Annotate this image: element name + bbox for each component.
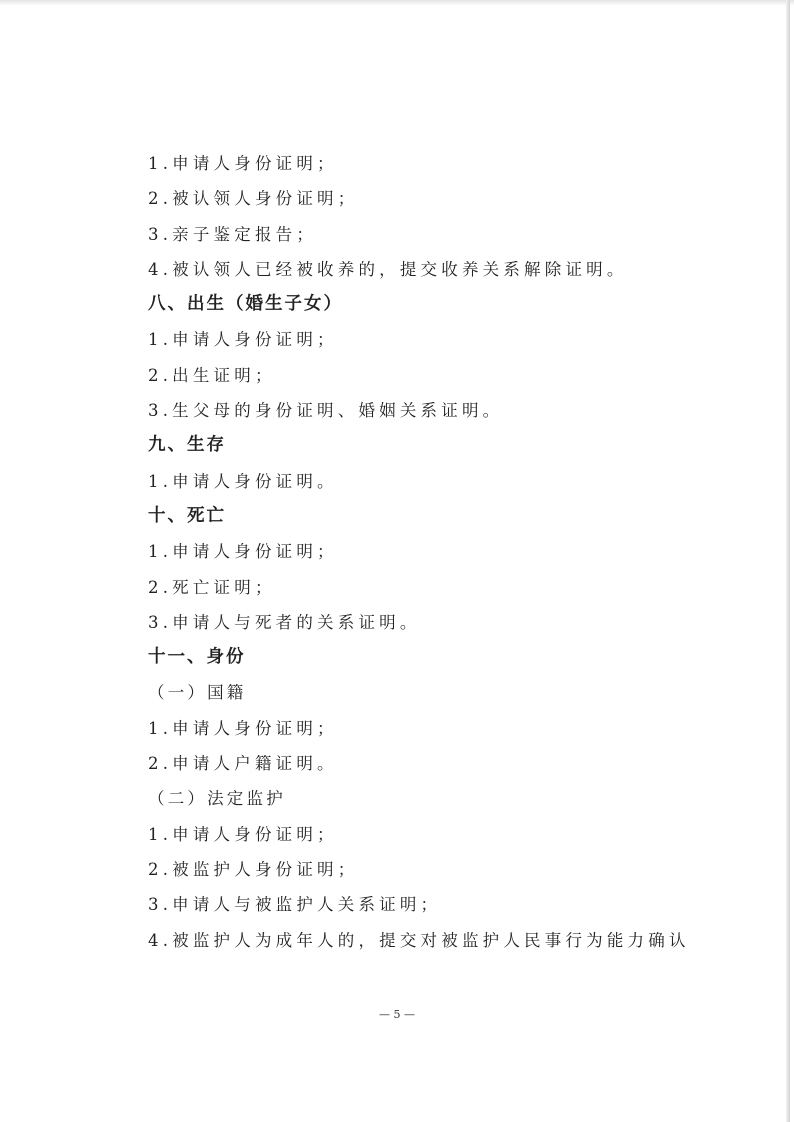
list-item: 2.申请人户籍证明。 <box>148 754 338 774</box>
list-item: 1.申请人身份证明； <box>148 824 338 844</box>
section-heading: 十一、身份 <box>148 647 246 668</box>
list-item: 1.申请人身份证明。 <box>148 471 338 491</box>
list-item: 1.申请人身份证明； <box>148 330 338 350</box>
subsection-heading: （二）法定监护 <box>148 789 286 809</box>
list-item: 1.申请人身份证明； <box>148 542 338 562</box>
scan-top-shadow <box>0 0 794 6</box>
subsection-heading: （一）国籍 <box>148 683 247 703</box>
scan-right-edge <box>786 0 790 1122</box>
page-number: — 5 — <box>379 1008 415 1021</box>
list-item: 4.被监护人为成年人的，提交对被监护人民事行为能力确认 <box>148 930 690 950</box>
list-item: 2.被监护人身份证明； <box>148 859 359 879</box>
list-item: 2.被认领人身份证明； <box>148 189 359 209</box>
list-item: 1.申请人身份证明； <box>148 154 338 173</box>
document-body <box>148 146 748 958</box>
list-item: 3.生父母的身份证明、婚姻关系证明。 <box>148 401 504 421</box>
list-item: 3.申请人与死者的关系证明。 <box>148 612 421 632</box>
section-heading: 十、死亡 <box>148 505 226 526</box>
list-item: 1.申请人身份证明； <box>148 718 338 738</box>
list-item: 2.死亡证明； <box>148 577 276 597</box>
section-heading: 九、生存 <box>148 435 226 456</box>
list-item: 3.亲子鉴定报告； <box>148 224 318 244</box>
list-item: 3.申请人与被监护人关系证明； <box>148 895 442 915</box>
list-item: 2.出生证明； <box>148 365 276 385</box>
section-heading: 八、出生（婚生子女） <box>148 294 343 315</box>
list-item: 4.被认领人已经被收养的，提交收养关系解除证明。 <box>148 259 628 279</box>
